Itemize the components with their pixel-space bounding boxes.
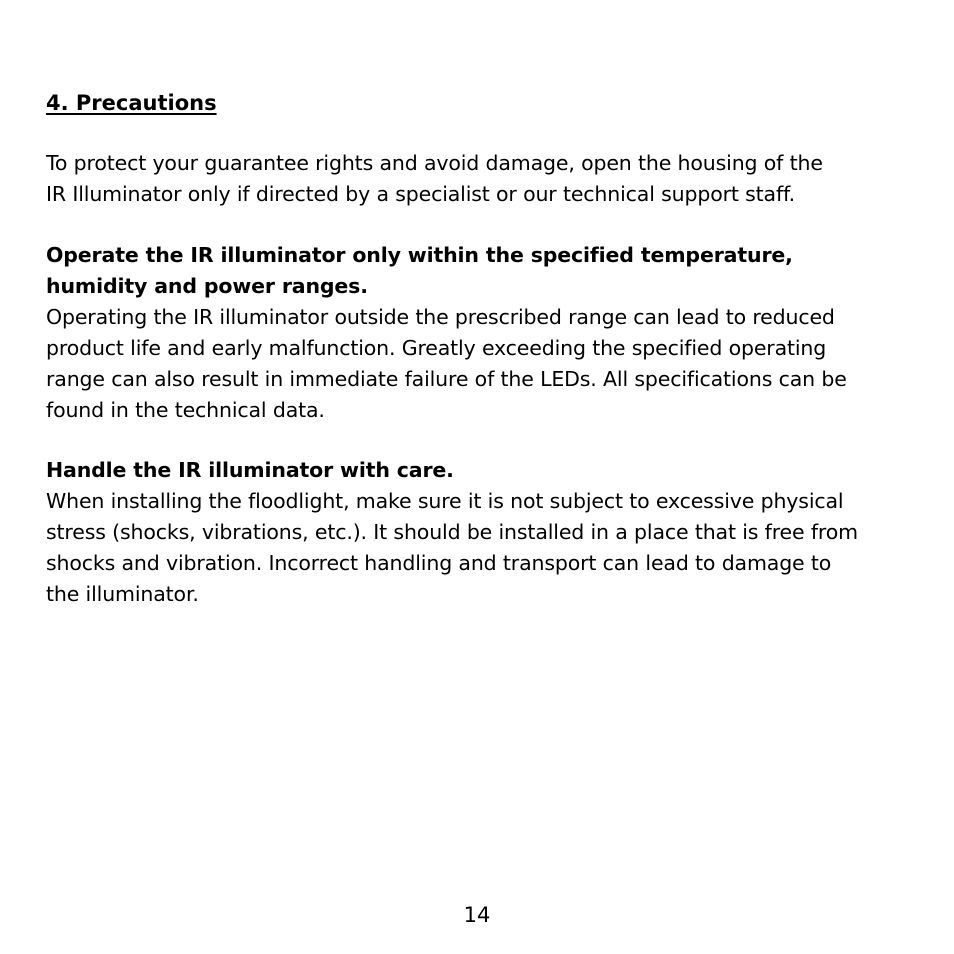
operate-line: product life and early malfunction. Greatly exceeding the specified operating [46, 336, 827, 360]
intro-line: IR Illuminator only if directed by a specialist or our technical support staff. [46, 182, 795, 206]
page-number: 14 [463, 903, 491, 927]
intro-line: To protect your guarantee rights and avoid damage, open the housing of the [46, 151, 823, 175]
handle-line: the illuminator. [46, 582, 199, 606]
operate-line: Operating the IR illuminator outside the prescribed range can lead to reduced [46, 305, 835, 329]
handle-line: stress (shocks, vibrations, etc.). It should be installed in a place that is free from [46, 520, 858, 544]
intro-paragraph [46, 148, 896, 210]
operate-subheading-line: humidity and power ranges. [46, 274, 368, 298]
handle-subheading [46, 455, 896, 486]
handle-paragraph [46, 486, 896, 610]
handle-subheading-line: Handle the IR illuminator with care. [46, 458, 454, 482]
document-page [46, 0, 906, 954]
operate-line: range can also result in immediate failure of the LEDs. All specifications can be [46, 367, 847, 391]
handle-line: When installing the floodlight, make sure it is not subject to excessive physical [46, 489, 844, 513]
section-heading: 4. Precautions [46, 91, 217, 115]
handle-line: shocks and vibration. Incorrect handling and transport can lead to damage to [46, 551, 832, 575]
operate-paragraph [46, 302, 896, 426]
operate-subheading [46, 240, 896, 302]
operate-line: found in the technical data. [46, 398, 325, 422]
operate-subheading-line: Operate the IR illuminator only within the specified temperature, [46, 243, 793, 267]
